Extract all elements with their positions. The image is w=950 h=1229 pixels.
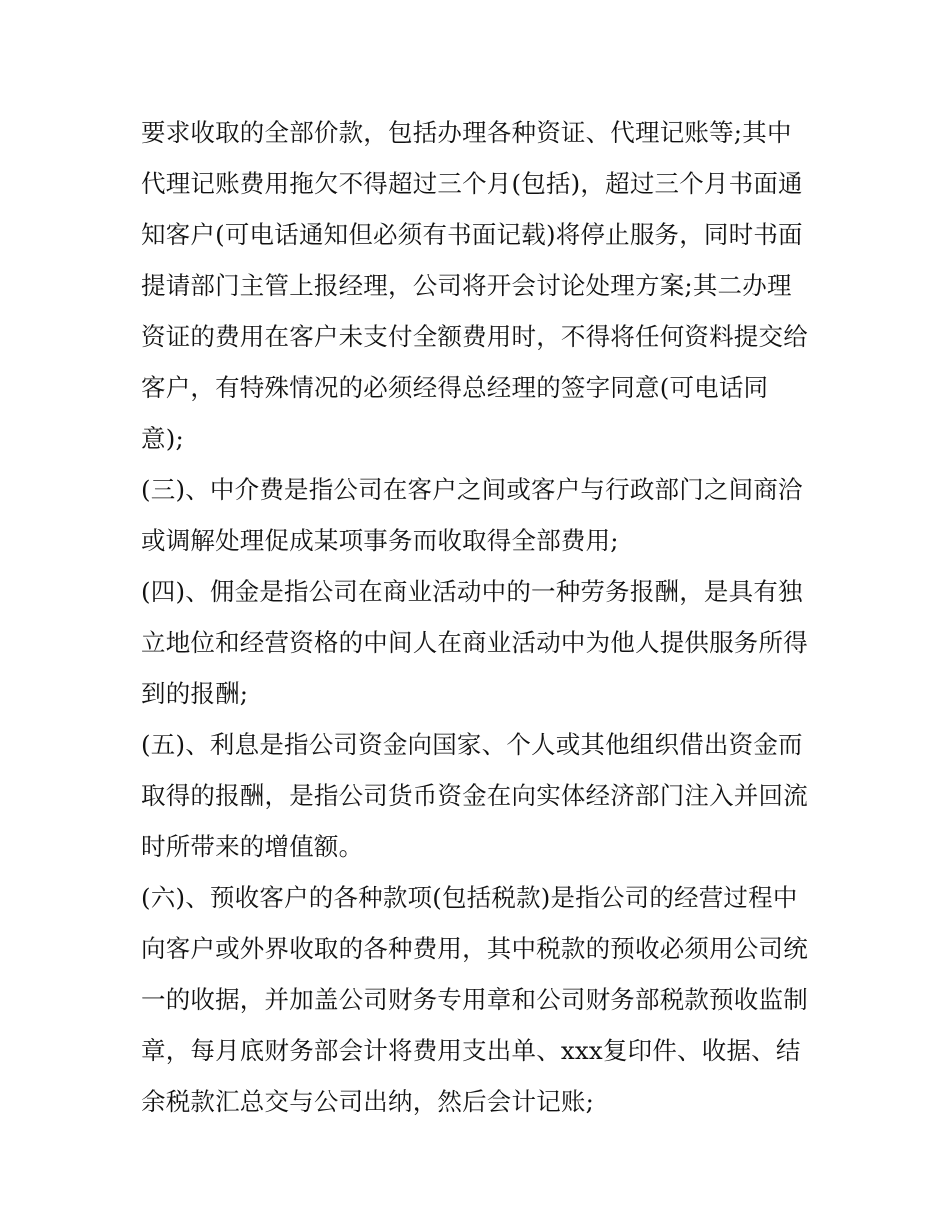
text-line: 意); — [141, 424, 184, 453]
text-line: 要求收取的全部价款，包括办理各种资证、代理记账等;其中 — [141, 118, 792, 147]
text-line: 客户，有特殊情况的必须经得总经理的签字同意(可电话同 — [141, 373, 769, 402]
text-line: 一的收据，并加盖公司财务专用章和公司财务部税款预收监制 — [141, 985, 808, 1014]
text-line: 余税款汇总交与公司出纳，然后会计记账; — [141, 1087, 595, 1116]
text-line: 时所带来的增值额。 — [141, 832, 364, 861]
document-body — [141, 107, 821, 1127]
text-line: 立地位和经营资格的中间人在商业活动中为他人提供服务所得 — [141, 628, 808, 657]
text-line: (六)、预收客户的各种款项(包括税款)是指公司的经营过程中 — [141, 883, 798, 912]
text-line: 取得的报酬，是指公司货币资金在向实体经济部门注入并回流 — [141, 781, 808, 810]
text-line: (四)、佣金是指公司在商业活动中的一种劳务报酬，是具有独 — [141, 577, 803, 606]
text-line: (三)、中介费是指公司在客户之间或客户与行政部门之间商洽 — [141, 475, 803, 504]
text-line: 或调解处理促成某项事务而收取得全部费用; — [141, 526, 619, 555]
text-line: 代理记账费用拖欠不得超过三个月(包括)，超过三个月书面通 — [141, 169, 803, 198]
text-line: (五)、利息是指公司资金向国家、个人或其他组织借出资金而 — [141, 730, 803, 759]
text-line: 章，每月底财务部会计将费用支出单、xxx复印件、收据、结 — [141, 1036, 801, 1065]
text-line: 向客户或外界收取的各种费用，其中税款的预收必须用公司统 — [141, 934, 808, 963]
text-line: 知客户(可电话通知但必须有书面记载)将停止服务，同时书面 — [141, 220, 803, 249]
text-line: 到的报酬; — [141, 679, 249, 708]
text-line: 资证的费用在客户未支付全额费用时，不得将任何资料提交给 — [141, 322, 808, 351]
text-line: 提请部门主管上报经理，公司将开会讨论处理方案;其二办理 — [141, 271, 792, 300]
